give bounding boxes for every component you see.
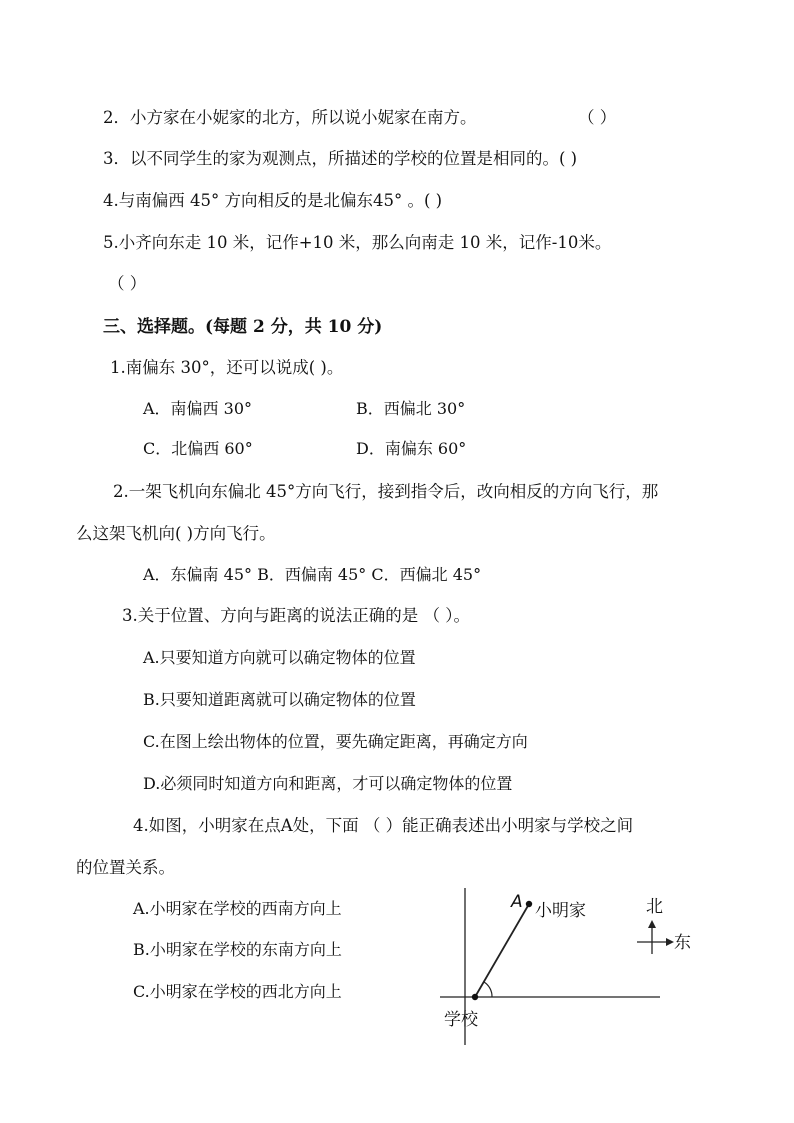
choice-q4-option-a: A.小明家在学校的西南方向上 — [133, 899, 342, 918]
choice-q2-options: A．东偏南 45° B．西偏南 45° C．西偏北 45° — [143, 565, 482, 584]
figure-svg — [430, 880, 710, 1050]
choice-q3-option-a: A.只要知道方向就可以确定物体的位置 — [143, 648, 416, 667]
figure-angle-arc — [484, 982, 492, 997]
section-title: 三、选择题。(每题 2 分，共 10 分) — [103, 317, 383, 337]
choice-q4-option-c: C.小明家在学校的西北方向上 — [133, 982, 342, 1001]
judge-q4: 4.与南偏西 45° 方向相反的是北偏东45° 。( ) — [103, 191, 443, 210]
figure-home-label: 小明家 — [535, 901, 586, 921]
choice-q3-option-b: B.只要知道距离就可以确定物体的位置 — [143, 690, 416, 709]
judge-q3: 3．以不同学生的家为观测点，所描述的学校的位置是相同的。( ) — [103, 149, 578, 168]
choice-q1-option-d: D．南偏东 60° — [356, 439, 467, 458]
figure-segment — [475, 904, 529, 997]
position-figure — [430, 880, 710, 1050]
figure-point-label: A — [511, 892, 523, 912]
figure-north-label: 北 — [646, 897, 663, 917]
choice-q2-stem-line2: 么这架飞机向( )方向飞行。 — [76, 524, 276, 543]
judge-q2-paren: （ ） — [578, 108, 617, 127]
choice-q4-stem-line2: 的位置关系。 — [76, 858, 175, 877]
choice-q2-stem-line1: 2.一架飞机向东偏北 45°方向飞行，接到指令后，改向相反的方向飞行，那 — [113, 482, 659, 501]
figure-a-point — [526, 901, 532, 907]
choice-q1-option-a: A．南偏西 30° — [143, 399, 253, 418]
choice-q3-stem: 3.关于位置、方向与距离的说法正确的是 （ ）。 — [122, 606, 470, 625]
figure-compass-east-arrow — [666, 938, 674, 946]
judge-q2 — [103, 107, 477, 129]
figure-school-label: 学校 — [444, 1010, 478, 1030]
choice-q1-option-b: B．西偏北 30° — [356, 399, 466, 418]
judge-q5: 5.小齐向东走 10 米，记作+10 米，那么向南走 10 米，记作-10米。 — [103, 233, 612, 252]
figure-school-point — [472, 994, 478, 1000]
choice-q4-stem-line1: 4.如图，小明家在点A处，下面 （ ）能正确表述出小明家与学校之间 — [133, 816, 634, 835]
choice-q4-option-b: B.小明家在学校的东南方向上 — [133, 940, 342, 959]
judge-q2-text: 2．小方家在小妮家的北方，所以说小妮家在南方。 — [103, 108, 477, 127]
choice-q1-option-c: C．北偏西 60° — [143, 439, 253, 458]
figure-compass-north-arrow — [648, 920, 656, 928]
choice-q1-stem: 1.南偏东 30°，还可以说成( )。 — [110, 358, 344, 377]
choice-q3-option-d: D.必须同时知道方向和距离，才可以确定物体的位置 — [143, 774, 513, 793]
choice-q3-option-c: C.在图上绘出物体的位置，要先确定距离，再确定方向 — [143, 732, 528, 751]
figure-east-label: 东 — [674, 933, 691, 953]
judge-q5-paren: （ ） — [108, 274, 147, 293]
